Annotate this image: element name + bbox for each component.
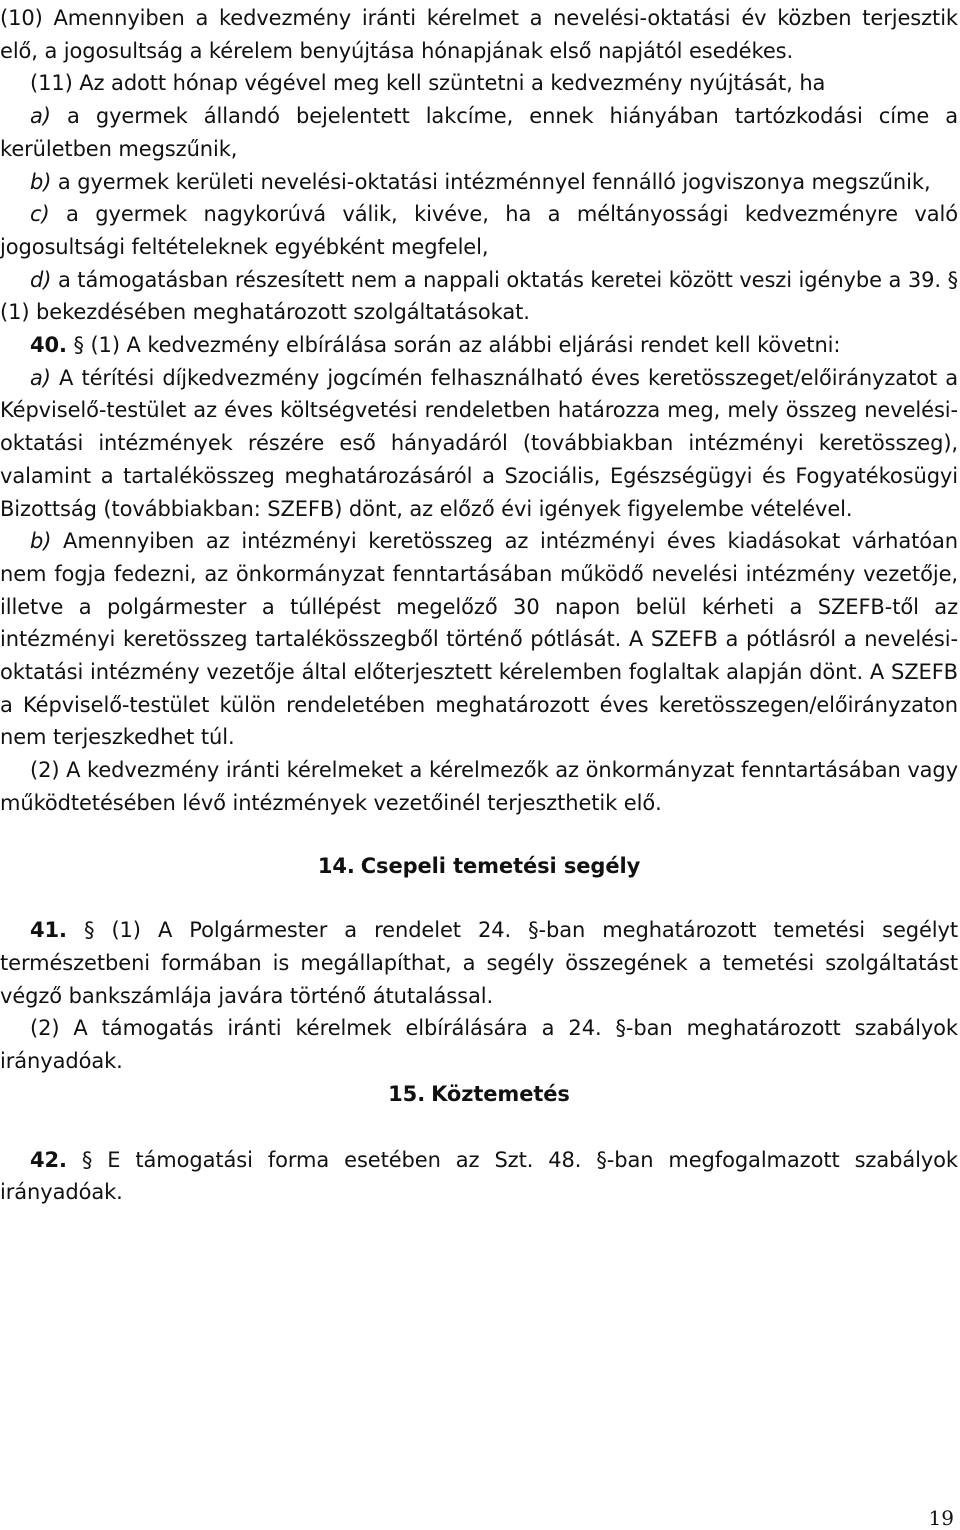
chapter-heading-14	[0, 850, 958, 883]
point-40-b	[0, 525, 958, 754]
paragraph-text: (2) A támogatás iránti kérelmek elbírálására a 24. §-ban meghatározott szabályok irányadóak.	[0, 1016, 958, 1074]
section-42	[0, 1144, 958, 1209]
paragraph-text: (1) A Polgármester a rendelet 24. §-ban meghatározott temetési segélyt természetbeni formában is megállapíthat, a segély összegének a temetési szolgáltatást végző bankszámlája javára történő átutalással.	[0, 918, 959, 1008]
chapter-title: Köztemetés	[431, 1081, 570, 1106]
chapter-number: 15.	[388, 1081, 426, 1106]
section-number: 42.	[30, 1147, 67, 1172]
point-text: a gyermek állandó bejelentett lakcíme, ennek hiányában tartózkodási címe a kerületben megszűnik,	[0, 104, 959, 161]
point-text: a támogatásban részesített nem a nappali oktatás keretei között veszi igénybe a 39.	[57, 267, 941, 292]
point-label: a)	[30, 365, 51, 390]
section-number: 40.	[30, 333, 67, 358]
paragraph-text: E támogatási forma esetében az Szt. 48. §-ban megfogalmazott szabályok irányadóak.	[0, 1147, 958, 1205]
section-sign: §	[947, 267, 959, 292]
point-label: b)	[30, 169, 52, 194]
section-41-paragraph-2	[0, 1012, 958, 1077]
section-number: 41.	[30, 918, 67, 943]
point-label: c)	[30, 202, 50, 227]
point-text: a gyermek kerületi nevelési-oktatási intézménnyel fennálló jogviszonya megszűnik,	[57, 169, 931, 194]
document-body	[0, 2, 958, 1209]
paragraph-text: (2) A kedvezmény iránti kérelmeket a kérelmezők az önkormányzat fenntartásában vagy működtetésében lévő intézmények vezetőinél terjeszthetik elő.	[0, 758, 958, 815]
chapter-number: 14.	[317, 853, 355, 878]
paragraph-40-2	[0, 754, 958, 819]
paragraph-11-intro-text: (11) Az adott hónap végével meg kell szüntetni a kedvezmény nyújtását, ha	[30, 71, 826, 96]
section-sign: §	[73, 333, 84, 358]
point-11-b	[0, 166, 958, 199]
point-label: a)	[30, 104, 51, 129]
section-40-intro-text: (1) A kedvezmény elbírálása során az alábbi eljárási rendet kell követni:	[90, 333, 841, 358]
point-11-c	[0, 198, 958, 263]
chapter-heading-15	[0, 1078, 958, 1111]
point-label: d)	[30, 267, 52, 292]
point-text: A térítési díjkedvezmény jogcímén felhasználható éves keretösszeget/előirányzatot a Képviselő-testület az éves költségvetési rendeletben határozza meg, mely összeg nevelési-oktatási intézmények részére eső hányadáról (továbbiakban intézményi keretösszeg), valamint a tartalékösszeg meghatározásáról a Szociális, Egészségügyi és Fogyatékosügyi Bizottság (továbbiakban: SZEFB) dönt, az előző évi igények figyelembe vételével.	[0, 365, 958, 521]
point-11-d	[0, 264, 958, 329]
paragraph-11-intro	[0, 67, 958, 100]
section-sign: §	[81, 1147, 93, 1172]
page-number: 19	[928, 1506, 954, 1530]
point-text: Amennyiben az intézményi keretösszeg az intézményi éves kiadásokat várhatóan nem fogja fedezni, az önkormányzat fenntartásában működő nevelési intézmény vezetője, illetve a polgármester a túllépést megelőző 30 napon belül kérheti a SZEFB-től az intézményi keretösszeg tartalékösszegből történő pótlását. A SZEFB a pótlásról a nevelési-oktatási intézmény vezetője által előterjesztett kérelemben foglaltak alapján dönt. A SZEFB a Képviselő-testület külön rendeletében meghatározott éves keretösszegen/előirányzaton nem terjeszkedhet túl.	[0, 529, 958, 750]
paragraph-10	[0, 2, 958, 67]
chapter-title: Csepeli temetési segély	[360, 853, 641, 878]
point-40-a	[0, 362, 958, 526]
section-40-intro	[0, 329, 958, 362]
section-sign: §	[83, 918, 95, 943]
section-41-paragraph-1	[0, 914, 958, 1012]
point-label: b)	[30, 529, 52, 554]
point-text: (1) bekezdésében meghatározott szolgáltatásokat.	[0, 300, 530, 325]
point-11-a	[0, 100, 958, 165]
paragraph-10-text: (10) Amennyiben a kedvezmény iránti kérelmet a nevelési-oktatási év közben terjesztik elő, a jogosultság a kérelem benyújtása hónapjának első napjától esedékes.	[0, 6, 958, 63]
point-text: a gyermek nagykorúvá válik, kivéve, ha a méltányossági kedvezményre való jogosultsági feltételeknek egyébként megfelel,	[0, 202, 958, 259]
